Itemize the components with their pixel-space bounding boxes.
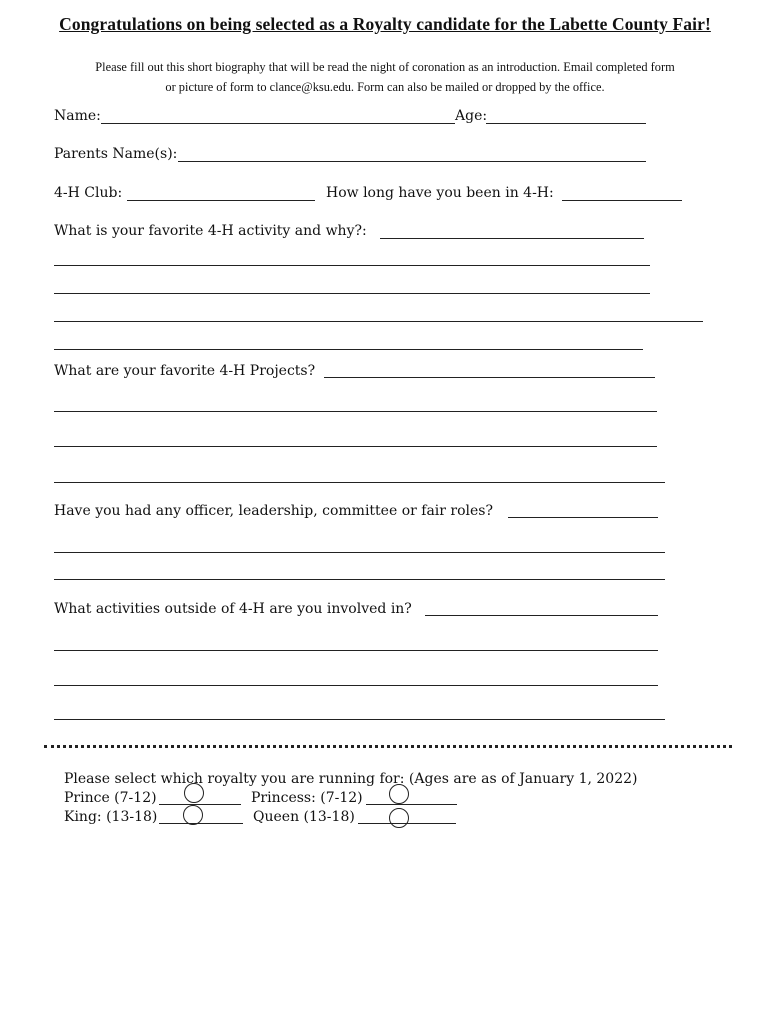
favorite-projects-line-4[interactable]: [54, 482, 665, 483]
favorite-projects-label: What are your favorite 4-H Projects?: [54, 363, 316, 379]
instructions-line-1: Please fill out this short biography that will be read the night of coronation as an introduction. Email completed form: [95, 60, 675, 74]
parents-label: Parents Name(s):: [54, 146, 178, 162]
outside-activities-field[interactable]: [425, 615, 658, 616]
prince-line: [159, 804, 241, 805]
outside-activities-line-3[interactable]: [54, 685, 658, 686]
queen-label: Queen (13-18): [253, 809, 355, 825]
favorite-activity-line-2[interactable]: [54, 265, 650, 266]
outside-activities-label: What activities outside of 4-H are you involved in?: [54, 601, 412, 617]
age-field[interactable]: [486, 123, 646, 124]
favorite-activity-line-5[interactable]: [54, 349, 643, 350]
favorite-projects-line-3[interactable]: [54, 446, 657, 447]
king-label: King: (13-18): [64, 809, 158, 825]
club-label: 4-H Club:: [54, 185, 123, 201]
years-label: How long have you been in 4-H:: [326, 185, 554, 201]
years-field[interactable]: [562, 200, 682, 201]
favorite-activity-label: What is your favorite 4-H activity and why?:: [54, 223, 367, 239]
outside-activities-line-4[interactable]: [54, 719, 665, 720]
princess-radio[interactable]: [389, 784, 409, 804]
roles-label: Have you had any officer, leadership, committee or fair roles?: [54, 503, 493, 519]
prince-radio[interactable]: [184, 783, 204, 803]
princess-label: Princess: (7-12): [251, 790, 363, 806]
king-radio[interactable]: [183, 805, 203, 825]
name-label: Name:: [54, 108, 101, 124]
king-line: [159, 823, 243, 824]
princess-line: [366, 804, 457, 805]
outside-activities-line-2[interactable]: [54, 650, 658, 651]
name-field[interactable]: [101, 123, 455, 124]
royalty-prompt: Please select which royalty you are running for: (Ages are as of January 1, 2022): [64, 771, 638, 787]
form-instructions: [40, 57, 730, 97]
roles-line-3[interactable]: [54, 579, 665, 580]
prince-label: Prince (7-12): [64, 790, 157, 806]
favorite-activity-line-3[interactable]: [54, 293, 650, 294]
favorite-activity-field[interactable]: [380, 238, 644, 239]
parents-field[interactable]: [178, 161, 646, 162]
favorite-projects-line-2[interactable]: [54, 411, 657, 412]
club-field[interactable]: [127, 200, 315, 201]
age-label: Age:: [455, 108, 488, 124]
favorite-projects-field[interactable]: [324, 377, 655, 378]
instructions-line-2: or picture of form to clance@ksu.edu. Form can also be mailed or dropped by the office.: [165, 80, 605, 94]
roles-line-2[interactable]: [54, 552, 665, 553]
roles-field[interactable]: [508, 517, 658, 518]
form-title: Congratulations on being selected as a Royalty candidate for the Labette County Fair!: [59, 14, 711, 34]
queen-radio[interactable]: [389, 808, 409, 828]
favorite-activity-line-4[interactable]: [54, 321, 703, 322]
dotted-separator: [44, 745, 732, 748]
